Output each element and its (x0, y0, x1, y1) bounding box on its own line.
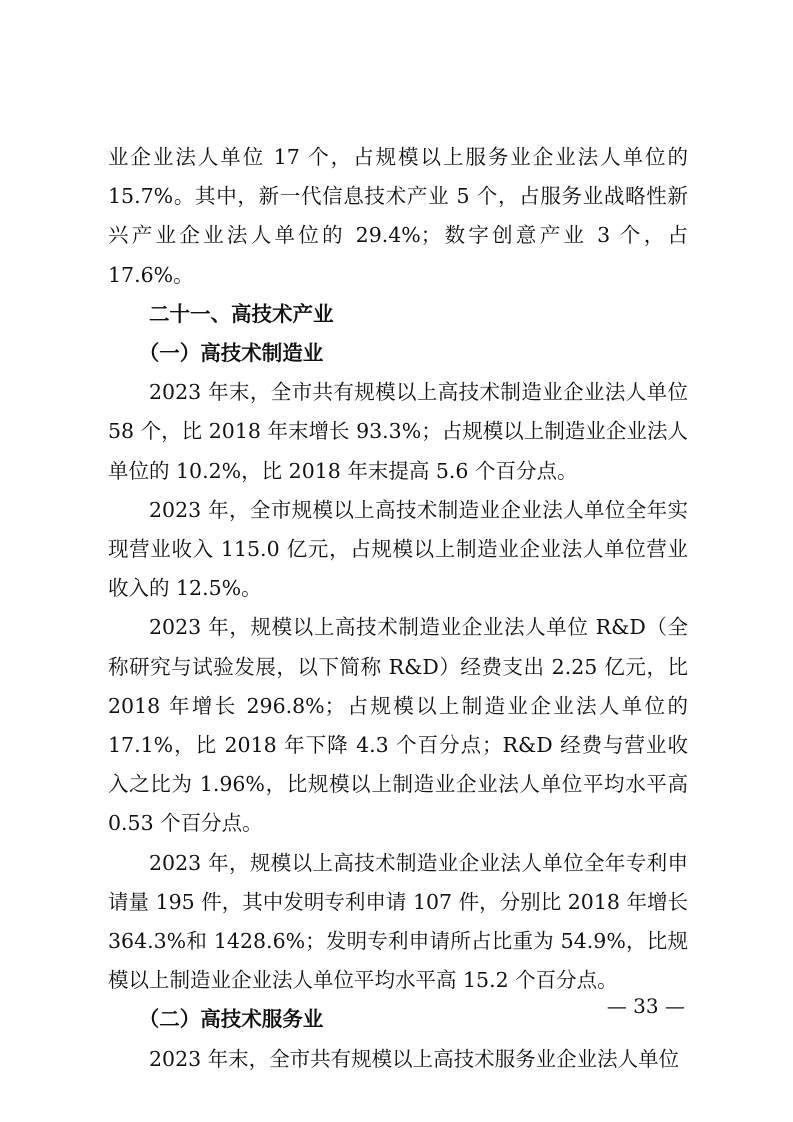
paragraph-continued: 业企业法人单位 17 个，占规模以上服务业企业法人单位的 15.7%。其中，新一代信息技术产业 5 个，占服务业战略性新兴产业企业法人单位的 29.4%；数字创意产业 3 个，占 17.6%。 (108, 145, 688, 287)
text-body (108, 138, 688, 1079)
paragraph: 2023 年，全市规模以上高技术制造业企业法人单位全年实现营业收入 115.0 亿元，占规模以上制造业企业法人单位营业收入的 12.5%。 (108, 497, 688, 601)
paragraph: 2023 年末，全市共有规模以上高技术服务业企业法人单位 (149, 1046, 680, 1071)
section-heading: 二十一、高技术产业 (149, 301, 334, 326)
subsection-heading-manufacturing: （一）高技术制造业 (138, 341, 324, 366)
paragraph: 2023 年，规模以上高技术制造业企业法人单位 R&D（全称研究与试验发展，以下简称 R&D）经费支出 2.25 亿元，比 2018 年增长 296.8%；占规模以上制造业企业法人单位的 17.1%，比 2018 年下降 4.3 个百分点；R&D 经费与营业收入之比为 1.96%，比规模以上制造业企业法人单位平均水平高 0.53 个百分点。 (108, 615, 688, 836)
subsection-heading-services: （二）高技术服务业 (138, 1007, 324, 1032)
paragraph: 2023 年末，全市共有规模以上高技术制造业企业法人单位 58 个，比 2018 年末增长 93.3%；占规模以上制造业企业法人单位的 10.2%，比 2018 年末提高 5.6 个百分点。 (108, 380, 688, 483)
paragraph: 2023 年，规模以上高技术制造业企业法人单位全年专利申请量 195 件，其中发明专利申请 107 件，分别比 2018 年增长 364.3%和 1428.6%；发明专利申请所占比重为 54.9%，比规模以上制造业企业法人单位平均水平高 15.2 个百分点。 (108, 850, 688, 993)
page-number: — 33 — (606, 994, 685, 1018)
